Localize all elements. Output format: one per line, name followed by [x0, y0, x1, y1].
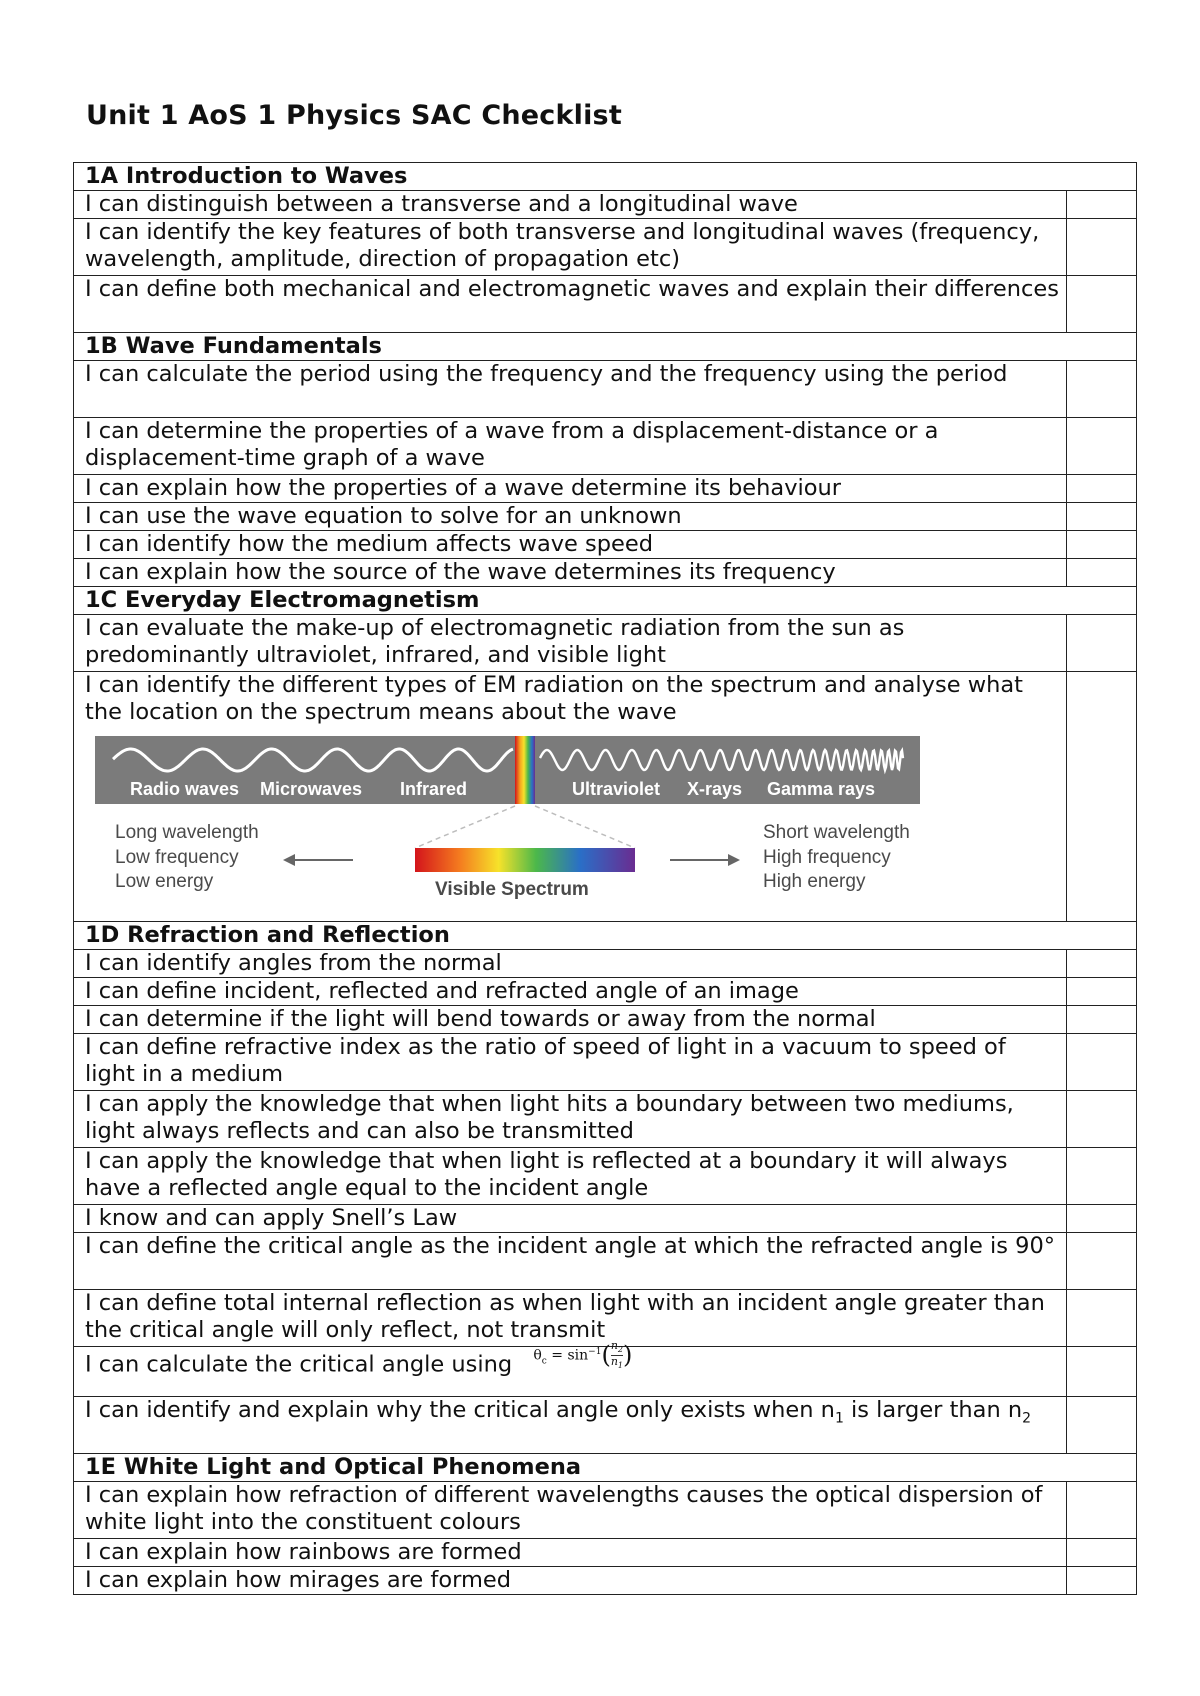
tick-box[interactable] [1067, 219, 1137, 276]
checklist-item: I can use the wave equation to solve for an unknown [74, 503, 1067, 531]
checklist-item: I can define the critical angle as the incident angle at which the refracted angle is 90° [74, 1233, 1067, 1290]
checklist-row [74, 276, 1137, 333]
checklist-item: I can explain how rainbows are formed [74, 1539, 1067, 1567]
tick-box[interactable] [1067, 1397, 1137, 1454]
formula-den: n [610, 1355, 618, 1369]
checklist-item: I can distinguish between a transverse and a longitudinal wave [74, 191, 1067, 219]
section-header [74, 587, 1137, 615]
checklist-row [74, 1482, 1137, 1539]
checklist-row [74, 1397, 1137, 1454]
checklist-row [74, 191, 1137, 219]
visible-spectrum-bar [415, 848, 635, 872]
checklist-row [74, 531, 1137, 559]
formula-theta: θ [533, 1347, 542, 1364]
section-heading: 1C Everyday Electromagnetism [74, 587, 1137, 615]
tick-box[interactable] [1067, 1567, 1137, 1595]
right-label: High frequency [763, 847, 891, 868]
checklist-item: I can evaluate the make-up of electromagnetic radiation from the sun as predominantly ultraviolet, infrared, and visible light [74, 615, 1067, 672]
checklist-row [74, 1148, 1137, 1205]
band-label: Radio waves [130, 779, 240, 799]
checklist-row [74, 672, 1137, 922]
band-label: X-rays [687, 779, 743, 799]
left-label: Long wavelength [115, 822, 259, 843]
section-heading: 1E White Light and Optical Phenomena [74, 1454, 1137, 1482]
formula-num: n [610, 1338, 618, 1352]
checklist-item: I can determine if the light will bend towards or away from the normal [74, 1006, 1067, 1034]
checklist-item: I can determine the properties of a wave from a displacement-distance or a displacement-time graph of a wave [74, 418, 1067, 475]
checklist-row [74, 219, 1137, 276]
left-label: Low frequency [115, 847, 239, 868]
tick-box[interactable] [1067, 615, 1137, 672]
checklist-row [74, 503, 1137, 531]
checklist-item: I can identify how the medium affects wave speed [74, 531, 1067, 559]
checklist-item: I know and can apply Snell’s Law [74, 1205, 1067, 1233]
checklist-item: I can explain how the source of the wave determines its frequency [74, 559, 1067, 587]
critical-angle-formula: $\theta_c = \sin^{-1}$( $\frac{n_2}{n_1}$ ) [533, 1338, 633, 1371]
checklist-item: I can identify angles from the normal [74, 950, 1067, 978]
checklist-row [74, 1347, 1137, 1397]
tick-box[interactable] [1067, 559, 1137, 587]
left-label: Low energy [115, 871, 214, 892]
right-arrow-icon [670, 854, 740, 866]
checklist-item: I can apply the knowledge that when light hits a boundary between two mediums, light always reflects and can also be transmitted [74, 1091, 1067, 1148]
right-label: High energy [763, 871, 866, 892]
checklist-row [74, 1091, 1137, 1148]
checklist-table [73, 162, 1137, 1595]
section-header [74, 1454, 1137, 1482]
section-header [74, 922, 1137, 950]
section-header [74, 333, 1137, 361]
tick-box[interactable] [1067, 1347, 1137, 1397]
tick-box[interactable] [1067, 672, 1137, 922]
checklist-row [74, 418, 1137, 475]
tick-box[interactable] [1067, 1290, 1137, 1347]
tick-box[interactable] [1067, 950, 1137, 978]
checklist-item-with-figure [74, 672, 1067, 922]
visible-strip [515, 736, 535, 804]
checklist-row [74, 615, 1137, 672]
band-label: Infrared [400, 779, 468, 799]
checklist-row [74, 361, 1137, 418]
tick-box[interactable] [1067, 1482, 1137, 1539]
left-arrow-icon [283, 854, 353, 866]
checklist-item: I can explain how refraction of different wavelengths causes the optical dispersion of white light into the constituent colours [74, 1482, 1067, 1539]
tick-box[interactable] [1067, 1034, 1137, 1091]
checklist-row [74, 978, 1137, 1006]
checklist-row [74, 1290, 1137, 1347]
checklist-item: I can explain how the properties of a wave determine its behaviour [74, 475, 1067, 503]
checklist-row [74, 1205, 1137, 1233]
band-label: Ultraviolet [572, 779, 661, 799]
tick-box[interactable] [1067, 1205, 1137, 1233]
formula-fraction [611, 1340, 623, 1371]
formula-sub: c [541, 1356, 547, 1367]
checklist-item: I can identify the key features of both transverse and longitudinal waves (frequency, wavelength, amplitude, direction of propagation etc) [74, 219, 1067, 276]
checklist-row [74, 950, 1137, 978]
tick-box[interactable] [1067, 1233, 1137, 1290]
dashed-guide [415, 806, 635, 848]
tick-box[interactable] [1067, 1006, 1137, 1034]
checklist-row [74, 1006, 1137, 1034]
page-title: Unit 1 AoS 1 Physics SAC Checklist [86, 100, 622, 131]
tick-box[interactable] [1067, 418, 1137, 475]
checklist-item: I can identify the different types of EM radiation on the spectrum and analyse what the location on the spectrum means about the wave [85, 672, 1023, 725]
band-label: Gamma rays [767, 779, 876, 799]
subscript: 1 [834, 1410, 844, 1427]
checklist-row [74, 1233, 1137, 1290]
checklist-item: I can apply the knowledge that when light is reflected at a boundary it will always have a reflected angle equal to the incident angle [74, 1148, 1067, 1205]
tick-box[interactable] [1067, 361, 1137, 418]
tick-box[interactable] [1067, 1091, 1137, 1148]
checklist-row [74, 1539, 1137, 1567]
tick-box[interactable] [1067, 475, 1137, 503]
item-text: I can identify and explain why the critical angle only exists when n [85, 1397, 835, 1423]
visible-spectrum-label: Visible Spectrum [435, 879, 589, 900]
checklist-row [74, 1567, 1137, 1595]
tick-box[interactable] [1067, 1148, 1137, 1205]
section-heading: 1B Wave Fundamentals [74, 333, 1137, 361]
checklist-item: I can define refractive index as the ratio of speed of light in a vacuum to speed of light in a medium [74, 1034, 1067, 1091]
right-label: Short wavelength [763, 822, 910, 843]
checklist-item: I can define total internal reflection as when light with an incident angle greater than the critical angle will only reflect, not transmit [74, 1290, 1067, 1347]
formula-sin: = sin [551, 1347, 589, 1364]
tick-box[interactable] [1067, 531, 1137, 559]
formula-sup: −1 [588, 1347, 602, 1357]
checklist-item [74, 1397, 1067, 1454]
tick-box[interactable] [1067, 1539, 1137, 1567]
formula-num-sub: 2 [617, 1345, 623, 1355]
checklist-row [74, 1034, 1137, 1091]
item-text: is larger than n [843, 1397, 1023, 1423]
checklist-item: I can explain how mirages are formed [74, 1567, 1067, 1595]
section-heading: 1A Introduction to Waves [74, 163, 1137, 191]
checklist-item: I can calculate the critical angle using [85, 1351, 513, 1378]
formula-den-sub: 1 [617, 1361, 623, 1371]
subscript: 2 [1022, 1410, 1032, 1427]
checklist-row [74, 559, 1137, 587]
section-header [74, 163, 1137, 191]
band-label: Microwaves [260, 779, 363, 799]
tick-box[interactable] [1067, 503, 1137, 531]
checklist-item-with-formula [74, 1338, 1067, 1397]
checklist-row [74, 475, 1137, 503]
tick-box[interactable] [1067, 191, 1137, 219]
checklist-item: I can calculate the period using the frequency and the frequency using the period [74, 361, 1067, 418]
tick-box[interactable] [1067, 978, 1137, 1006]
tick-box[interactable] [1067, 276, 1137, 333]
em-spectrum-figure [95, 736, 925, 904]
checklist-item: I can define incident, reflected and refracted angle of an image [74, 978, 1067, 1006]
section-heading: 1D Refraction and Reflection [74, 922, 1137, 950]
checklist-item: I can define both mechanical and electromagnetic waves and explain their differences [74, 276, 1067, 333]
